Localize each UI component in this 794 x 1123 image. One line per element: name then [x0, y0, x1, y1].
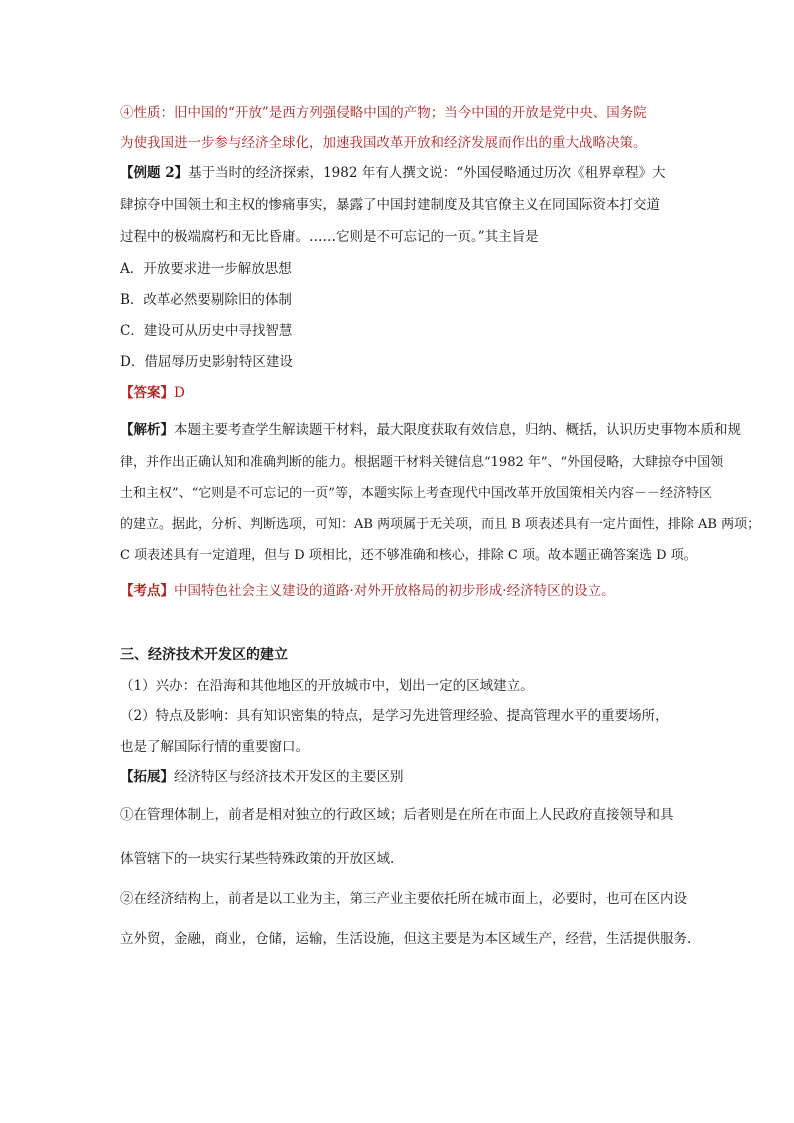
option-a: A．开放要求进一步解放思想 — [120, 261, 292, 277]
example-2-label: 【例题 2】 — [120, 165, 189, 181]
point-1-line-1: ①在管理体制上，前者是相对独立的行政区域；后者则是在所在市面上人民政府直接领导和具 — [120, 807, 674, 823]
section-3-item-2-line-2: 也是了解国际行情的重要窗口。 — [120, 739, 309, 755]
example-2-line-2: 肆掠夺中国领土和主权的惨痛事实，暴露了中国封建制度及其官僚主义在同国际资本打交道 — [120, 197, 660, 213]
answer-line — [120, 384, 185, 402]
example-2-text-1: 基于当时的经济探索，1982 年有人撰文说：“外国侵略通过历次《租界章程》大 — [188, 165, 666, 181]
analysis-line-5: C 项表述具有一定道理，但与 D 项相比，还不够准确和核心，排除 C 项。故本题正确答案选 D 项。 — [120, 548, 697, 563]
analysis-line-1 — [120, 421, 741, 439]
extend-label: 【拓展】 — [120, 769, 174, 785]
analysis-text-1: 本题主要考查学生解读题干材料，最大限度获取有效信息，归纳、概括，认识历史事物本质和规 — [174, 422, 741, 438]
option-c: C．建设可从历史中寻找智慧 — [120, 323, 293, 339]
option-b: B．改革必然要剔除旧的体制 — [120, 292, 292, 308]
extend-title: 经济特区与经济技术开发区的主要区别 — [174, 769, 404, 785]
analysis-line-3: 土和主权”、“它则是不可忘记的一页”等，本题实际上考查现代中国改革开放国策相关内容－－经济特区 — [120, 486, 712, 501]
point-1-line-2: 体管辖下的一块实行某些特殊政策的开放区域. — [120, 851, 395, 867]
answer-label: 【答案】 — [120, 385, 174, 401]
point-2-line-2: 立外贸，金融，商业，仓储，运输，生活设施，但这主要是为本区域生产，经营，生活提供服务. — [120, 931, 692, 947]
section-3-item-2-line-1: （2）特点及影响：具有知识密集的特点，是学习先进管理经验、提高管理水平的重要场所， — [120, 708, 669, 724]
kaodian-text: 中国特色社会主义建设的道路·对外开放格局的初步形成·经济特区的设立。 — [174, 583, 615, 599]
analysis-label: 【解析】 — [120, 422, 174, 438]
kaodian-line — [120, 582, 615, 600]
nature-line-2: 为使我国进一步参与经济全球化，加速我国改革开放和经济发展而作出的重大战略决策。 — [120, 135, 647, 151]
analysis-line-4: 的建立。据此，分析、判断选项，可知：AB 两项属于无关项，而且 B 项表述具有一定片面性，排除 AB 两项； — [120, 517, 761, 532]
kaodian-label: 【考点】 — [120, 583, 174, 599]
answer-value: D — [174, 385, 185, 401]
analysis-line-2: 律，并作出正确认知和准确判断的能力。根据题干材料关键信息“1982 年”、“外国侵略，大肆掠夺中国领 — [120, 455, 724, 470]
example-2-line-1 — [120, 164, 666, 182]
section-3-heading: 三、经济技术开发区的建立 — [120, 647, 288, 663]
section-3-item-1: （1）兴办：在沿海和其他地区的开放城市中，划出一定的区域建立。 — [120, 678, 534, 694]
extend-line — [120, 768, 404, 786]
point-2-line-1: ②在经济结构上，前者是以工业为主，第三产业主要依托所在城市面上，必要时，也可在区内设 — [120, 891, 687, 907]
nature-line-1: ④性质：旧中国的“开放”是西方列强侵略中国的产物；当今中国的开放是党中央、国务院 — [120, 105, 647, 121]
option-d: D．借屈辱历史影射特区建设 — [120, 354, 293, 370]
example-2-line-3: 过程中的极端腐朽和无比昏庸。……它则是不可忘记的一页。”其主旨是 — [120, 229, 539, 245]
